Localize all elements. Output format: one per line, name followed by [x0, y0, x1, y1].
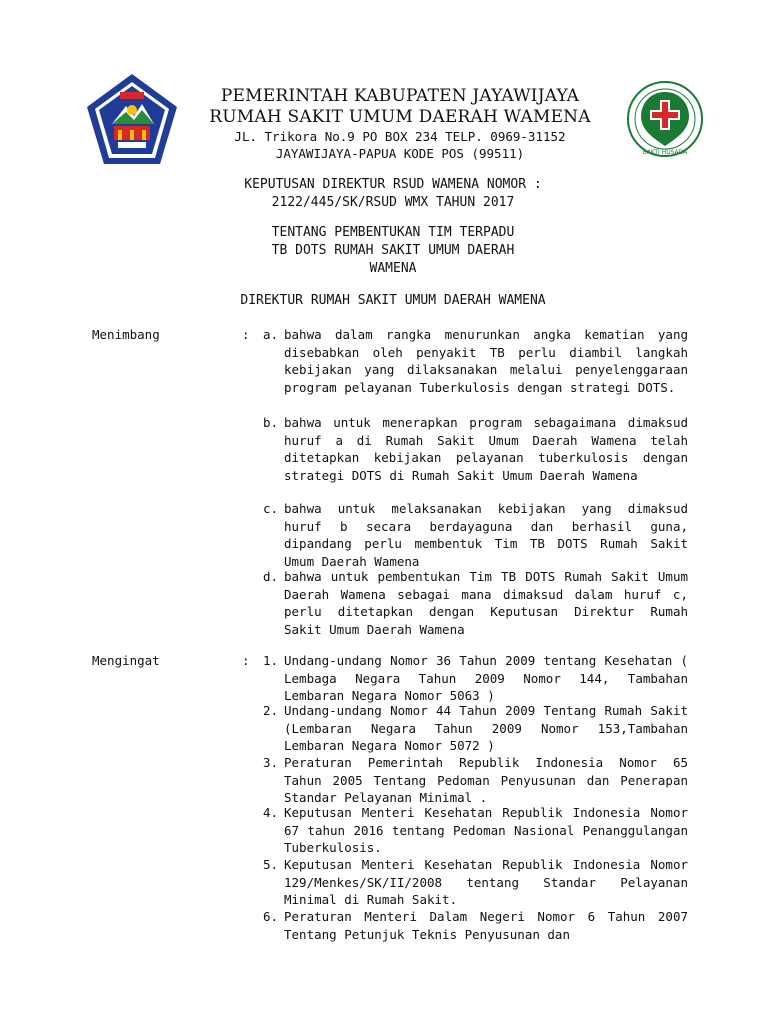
hospital-name: RUMAH SAKIT UMUM DAERAH WAMENA	[209, 107, 591, 127]
bakti-husada-emblem-icon	[626, 80, 704, 158]
menimbang-item-a: bahwa dalam rangka menurunkan angka kematian yang disebabkan oleh penyakit TB perlu diambil langkah kebijakan yang dilaksanakan melalui penyelenggaraan program pelayanan Tuberkulosis dengan strategi DOTS.	[284, 327, 688, 395]
menimbang-colon: :	[242, 327, 250, 342]
mengingat-mark-1: 1.	[262, 653, 278, 668]
menimbang-mark-a: a.	[262, 327, 278, 342]
government-name: PEMERINTAH KABUPATEN JAYAWIJAYA	[220, 86, 580, 106]
mengingat-item-1: Undang-undang Nomor 36 Tahun 2009 tentang Kesehatan ( Lembaga Negara Tahun 2009 Nomor 144, Tambahan Lembaran Negara Nomor 5063 )	[284, 653, 688, 703]
mengingat-item-6: Peraturan Menteri Dalam Negeri Nomor 6 Tahun 2007 Tentang Petunjuk Teknis Penyusunan dan	[284, 909, 688, 942]
decree-line-2: 2122/445/SK/RSUD WMX TAHUN 2017	[271, 195, 515, 210]
decree-number	[150, 176, 636, 212]
mengingat-label: Mengingat	[92, 653, 160, 668]
letterhead	[200, 86, 600, 162]
menimbang-mark-b: b.	[262, 415, 278, 430]
mengingat-item-2: Undang-undang Nomor 44 Tahun 2009 Tentang Rumah Sakit (Lembaran Negara Tahun 2009 Nomor 153,Tambahan Lembaran Negara Nomor 5072 )	[284, 703, 688, 753]
menimbang-item-b: bahwa untuk menerapkan program sebagaimana dimaksud huruf a di Rumah Sakit Umum Daerah Wamena telah ditetapkan kebijakan pelayanan tuberkulosis dengan strategi DOTS di Rumah Sakit Umum Daerah Wamena	[284, 415, 688, 483]
mengingat-mark-6: 6.	[262, 909, 278, 924]
bakti-husada-text: BAKTI HUSADA	[642, 149, 688, 156]
mengingat-mark-3: 3.	[262, 755, 278, 770]
mengingat-item-3: Peraturan Pemerintah Republik Indonesia Nomor 65 Tahun 2005 Tentang Pedoman Penyusunan dan Penerapan Standar Pelayanan Minimal .	[284, 755, 688, 805]
menimbang-mark-d: d.	[262, 569, 278, 584]
mengingat-item-5: Keputusan Menteri Kesehatan Republik Indonesia Nomor 129/Menkes/SK/II/2008 tentang Standar Pelayanan Minimal di Rumah Sakit.	[284, 857, 688, 907]
hospital-region: JAYAWIJAYA-PAPUA KODE POS (99511)	[275, 146, 525, 161]
hospital-address: JL. Trikora No.9 PO BOX 234 TELP. 0969-31152	[234, 129, 566, 144]
mengingat-mark-2: 2.	[262, 703, 278, 718]
director-title: DIREKTUR RUMAH SAKIT UMUM DAERAH WAMENA	[240, 293, 546, 308]
kabupaten-jayawijaya-emblem-icon	[84, 72, 180, 168]
subject-line-2: TB DOTS RUMAH SAKIT UMUM DAERAH	[271, 243, 515, 258]
menimbang-mark-c: c.	[262, 501, 278, 516]
subject-line-1: TENTANG PEMBENTUKAN TIM TERPADU	[271, 225, 515, 240]
menimbang-item-d: bahwa untuk pembentukan Tim TB DOTS Rumah Sakit Umum Daerah Wamena sebagai mana dimaksud dalam huruf c, perlu ditetapkan dengan Keputusan Direktur Rumah Sakit Umum Daerah Wamena	[284, 569, 688, 637]
mengingat-mark-5: 5.	[262, 857, 278, 872]
mengingat-item-4: Keputusan Menteri Kesehatan Republik Indonesia Nomor 67 tahun 2016 tentang Pedoman Nasional Penanggulangan Tuberkulosis.	[284, 805, 688, 855]
mengingat-mark-4: 4.	[262, 805, 278, 820]
mengingat-colon: :	[242, 653, 250, 668]
subject-line-3: WAMENA	[369, 261, 417, 276]
menimbang-item-c: bahwa untuk melaksanakan kebijakan yang dimaksud huruf b secara berdayaguna dan berhasil guna, dipandang perlu membentuk Tim TB DOTS Rumah Sakit Umum Daerah Wamena	[284, 501, 688, 569]
decree-subject	[150, 224, 636, 278]
decree-line-1: KEPUTUSAN DIREKTUR RSUD WAMENA NOMOR :	[244, 177, 542, 192]
menimbang-label: Menimbang	[92, 327, 160, 342]
